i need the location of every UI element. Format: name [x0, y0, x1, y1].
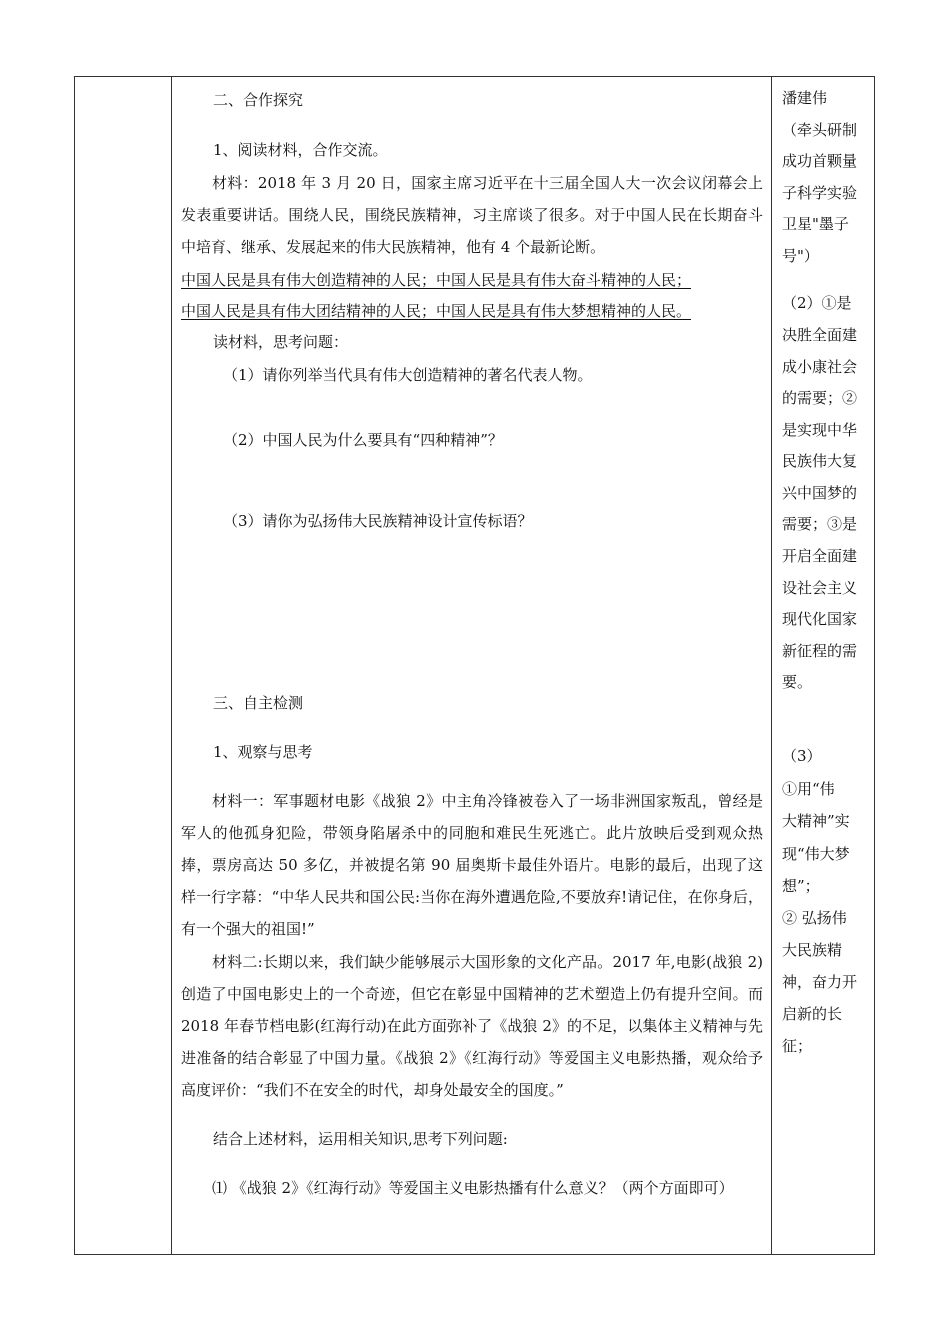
- note-line: 需要；③是: [782, 515, 858, 533]
- note-line: 成小康社会: [782, 358, 858, 376]
- note-line: 的需要；②: [782, 389, 858, 407]
- question-3: （3）请你为弘扬伟大民族精神设计宣传标语？: [223, 512, 533, 530]
- note-line: 大精神”实: [782, 812, 850, 830]
- note-line: 子科学实验: [782, 184, 858, 202]
- note-line: 新征程的需: [782, 642, 858, 660]
- note-line: 成功首颗量: [782, 152, 858, 170]
- note-line: 现“伟大梦: [782, 845, 850, 863]
- material-one: 材料一：军事题材电影《战狼 2》中主角冷锋被卷入了一场非洲国家叛乱，曾经是军人的他孤身犯险，带领身陷屠杀中的同胞和难民生死逃亡。此片放映后受到观众热捧，票房高达 50 多亿，并被提名第 90 届奥斯卡最佳外语片。电影的最后，出现了这样一行字幕：“中华人民共和国公民:当你在海外遭遇危险,不要放弃!请记住，在你身后，有一个强大的祖国!”: [181, 792, 763, 938]
- note-line: 潘建伟: [782, 89, 828, 107]
- question-1: （1）请你列举当代具有伟大创造精神的著名代表人物。: [223, 366, 593, 384]
- note-line: ①用“伟: [782, 780, 835, 798]
- note-line: 是实现中华: [782, 421, 858, 439]
- note-line: 启新的长: [782, 1005, 843, 1023]
- note-line: 要。: [782, 673, 813, 691]
- section-3-title: 三、自主检测: [213, 694, 304, 712]
- material-underlined-line-2: 中国人民是具有伟大团结精神的人民；中国人民是具有伟大梦想精神的人民。: [181, 302, 692, 320]
- note-line: 号"）: [782, 247, 819, 265]
- final-question: ⑴ 《战狼 2》《红海行动》等爱国主义电影热播有什么意义？（两个方面即可）: [212, 1179, 734, 1197]
- note-line: 征；: [782, 1037, 813, 1055]
- note-line: （2）①是: [782, 294, 852, 312]
- note-line: 兴中国梦的: [782, 484, 858, 502]
- note-line: 现代化国家: [782, 610, 858, 628]
- note-line: 大民族精: [782, 941, 843, 959]
- section-2-item-1: 1、阅读材料，合作交流。: [213, 141, 388, 159]
- note-line: 决胜全面建: [782, 326, 858, 344]
- answer-notes-cell: [772, 77, 876, 1254]
- note-line: ② 弘扬伟: [782, 909, 847, 927]
- note-line: 民族伟大复: [782, 452, 858, 470]
- read-and-think-prompt: 读材料，思考问题：: [213, 333, 349, 351]
- material-two: 材料二:长期以来，我们缺少能够展示大国形象的文化产品。2017 年,电影(战狼 2)创造了中国电影史上的一个奇迹，但它在彰显中国精神的艺术塑造上仍有提升空间。而 2018 年春节档电影(红海行动)在此方面弥补了《战狼 2》的不足，以集体主义精神与先进准备的结合彰显了中国力量。《战狼 2》《红海行动》等爱国主义电影热播，观众给予高度评价：“我们不在安全的时代，却身处最安全的国度。”: [181, 953, 763, 1099]
- main-content-cell: [172, 77, 771, 1254]
- note-line: （牵头研制: [782, 121, 858, 139]
- lesson-table: [74, 76, 875, 1255]
- material-intro: 材料：2018 年 3 月 20 日，国家主席习近平在十三届全国人大一次会议闭幕会上发表重要讲话。围绕人民，围绕民族精神，习主席谈了很多。对于中国人民在长期奋斗中培育、继承、发展起来的伟大民族精神，他有 4 个最新论断。: [181, 174, 763, 256]
- note-line: 开启全面建: [782, 547, 858, 565]
- note-line: 设社会主义: [782, 579, 858, 597]
- material-underlined-line-1: 中国人民是具有伟大创造精神的人民；中国人民是具有伟大奋斗精神的人民；: [181, 271, 692, 289]
- note-line: 神，奋力开: [782, 973, 858, 991]
- note-line: 卫星"墨子: [782, 215, 849, 233]
- combine-prompt: 结合上述材料，运用相关知识,思考下列问题:: [213, 1130, 508, 1148]
- section-3-item-1: 1、观察与思考: [213, 743, 313, 761]
- note-line: （3）: [782, 747, 822, 765]
- note-line: 想”；: [782, 877, 820, 895]
- section-2-title: 二、合作探究: [213, 91, 304, 109]
- question-2: （2）中国人民为什么要具有“四种精神”？: [223, 431, 503, 449]
